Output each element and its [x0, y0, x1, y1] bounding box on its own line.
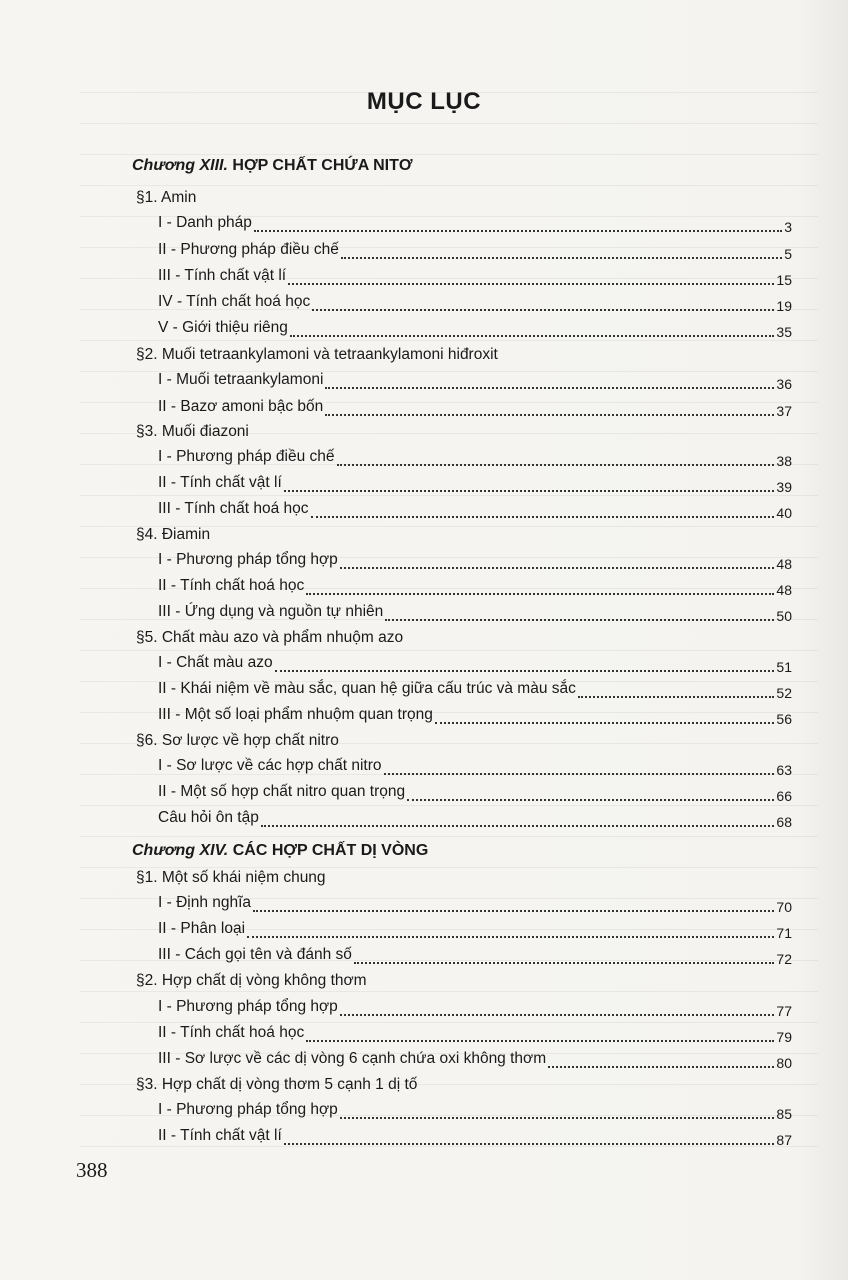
toc-section[interactable]	[0, 420, 848, 444]
toc-item[interactable]	[0, 368, 848, 392]
dot-leader	[578, 694, 775, 698]
page-ref: 50	[776, 608, 792, 624]
page-ref: 70	[776, 899, 792, 915]
toc-item[interactable]	[0, 316, 848, 340]
page-ref: 37	[776, 403, 792, 419]
toc-item[interactable]	[0, 677, 848, 701]
item-title: I - Phương pháp tổng hợp	[158, 1101, 338, 1118]
item-title: II - Tính chất hoá học	[158, 577, 305, 594]
chapter-name: CÁC HỢP CHẤT DỊ VÒNG	[232, 842, 429, 859]
page-ref: 35	[776, 324, 792, 340]
toc-item[interactable]	[0, 1098, 848, 1122]
dot-leader	[354, 960, 775, 964]
dot-leader	[288, 281, 774, 285]
dot-leader	[407, 797, 774, 801]
item-title: III - Sơ lược về các dị vòng 6 cạnh chứa oxi không thơm	[158, 1050, 547, 1067]
page-ref: 63	[776, 762, 792, 778]
toc-item[interactable]	[0, 1021, 848, 1045]
toc-item[interactable]	[0, 1124, 848, 1148]
page-ref: 40	[776, 505, 792, 521]
toc-item[interactable]	[0, 574, 848, 598]
toc-item[interactable]	[0, 703, 848, 727]
page-ref: 85	[776, 1106, 792, 1122]
page-ref: 77	[776, 1003, 792, 1019]
page-ref: 80	[776, 1055, 792, 1071]
item-title: II - Phân loại	[158, 920, 246, 937]
toc-item[interactable]	[0, 211, 848, 235]
dot-leader	[340, 565, 775, 569]
section-title: §4. Điamin	[136, 526, 211, 543]
dot-leader	[312, 307, 774, 311]
page-ref: 38	[776, 453, 792, 469]
page-ref: 15	[776, 272, 792, 288]
chapter-name: HỢP CHẤT CHỨA NITƠ	[232, 157, 413, 174]
toc-item[interactable]	[0, 471, 848, 495]
item-title: I - Định nghĩa	[158, 894, 252, 911]
chapter-label: Chương XIV.	[132, 842, 229, 859]
item-title: II - Tính chất hoá học	[158, 1024, 305, 1041]
toc-item[interactable]	[0, 891, 848, 915]
toc-section[interactable]	[0, 729, 848, 753]
page-ref: 79	[776, 1029, 792, 1045]
page-ref: 19	[776, 298, 792, 314]
page-ref: 5	[784, 246, 792, 262]
section-title: §2. Hợp chất dị vòng không thơm	[136, 972, 367, 989]
section-title: §1. Amin	[136, 189, 197, 206]
item-title: III - Tính chất vật lí	[158, 267, 287, 284]
page-ref: 3	[784, 219, 792, 235]
dot-leader	[340, 1012, 775, 1016]
section-title: §3. Hợp chất dị vòng thơm 5 cạnh 1 dị tố	[136, 1076, 418, 1093]
page-ref: 39	[776, 479, 792, 495]
page-ref: 66	[776, 788, 792, 804]
dot-leader	[311, 514, 775, 518]
toc-section[interactable]	[0, 626, 848, 650]
toc-item[interactable]	[0, 1047, 848, 1071]
item-title: IV - Tính chất hoá học	[158, 293, 311, 310]
toc-item[interactable]	[0, 754, 848, 778]
toc-item[interactable]	[0, 806, 848, 830]
toc-item[interactable]	[0, 600, 848, 624]
dot-leader	[337, 462, 775, 466]
dot-leader	[384, 771, 775, 775]
section-title: §6. Sơ lược về hợp chất nitro	[136, 732, 339, 749]
item-title: V - Giới thiệu riêng	[158, 319, 288, 336]
item-title: I - Chất màu azo	[158, 654, 273, 671]
toc-section[interactable]	[0, 1073, 848, 1097]
section-title: §3. Muối điazoni	[136, 423, 249, 440]
dot-leader	[275, 668, 775, 672]
item-title: II - Tính chất vật lí	[158, 1127, 282, 1144]
toc-item[interactable]	[0, 943, 848, 967]
section-title: §1. Một số khái niệm chung	[136, 869, 326, 886]
item-title: II - Một số hợp chất nitro quan trọng	[158, 783, 406, 800]
dot-leader	[325, 385, 774, 389]
toc-section[interactable]	[0, 186, 848, 210]
toc-section[interactable]	[0, 523, 848, 547]
dot-leader	[341, 255, 782, 259]
page-ref: 72	[776, 951, 792, 967]
toc-item[interactable]	[0, 651, 848, 675]
dot-leader	[247, 934, 774, 938]
section-title: §2. Muối tetraankylamoni và tetraankylamoni hiđroxit	[136, 346, 498, 363]
dot-leader	[306, 1038, 774, 1042]
toc-item[interactable]	[0, 395, 848, 419]
item-title: I - Phương pháp tổng hợp	[158, 551, 338, 568]
chapter-heading	[132, 838, 832, 864]
page-ref: 48	[776, 556, 792, 572]
dot-leader	[340, 1115, 775, 1119]
dot-leader	[284, 488, 775, 492]
page-ref: 36	[776, 376, 792, 392]
toc-section[interactable]	[0, 343, 848, 367]
toc-section[interactable]	[0, 866, 848, 890]
chapter-heading	[132, 153, 832, 179]
section-title: §5. Chất màu azo và phẩm nhuộm azo	[136, 629, 404, 646]
page-ref: 87	[776, 1132, 792, 1148]
page-ref: 48	[776, 582, 792, 598]
item-title: I - Phương pháp điều chế	[158, 448, 335, 465]
dot-leader	[261, 823, 775, 827]
toc-item[interactable]	[0, 497, 848, 521]
toc-item[interactable]	[0, 290, 848, 314]
chapter-label: Chương XIII.	[132, 157, 228, 174]
page-title: MỤC LỤC	[366, 88, 482, 115]
dot-leader	[254, 228, 782, 232]
toc-item[interactable]	[0, 917, 848, 941]
item-title: II - Khái niệm về màu sắc, quan hệ giữa cấu trúc và màu sắc	[158, 680, 576, 697]
page-ref: 51	[776, 659, 792, 675]
dot-leader	[284, 1141, 775, 1145]
toc-item[interactable]	[0, 445, 848, 469]
item-title: III - Một số loại phẩm nhuộm quan trọng	[158, 706, 433, 723]
page-number: 388	[76, 1158, 108, 1182]
item-title: II - Phương pháp điều chế	[158, 241, 339, 258]
item-title: I - Danh pháp	[158, 214, 252, 231]
page-ref: 56	[776, 711, 792, 727]
toc-item[interactable]	[0, 548, 848, 572]
dot-leader	[253, 908, 774, 912]
toc-section[interactable]	[0, 969, 848, 993]
dot-leader	[548, 1064, 774, 1068]
toc-item[interactable]	[0, 238, 848, 262]
dot-leader	[325, 412, 774, 416]
dot-leader	[385, 617, 774, 621]
item-title: I - Sơ lược về các hợp chất nitro	[158, 757, 382, 774]
page-ref: 68	[776, 814, 792, 830]
item-title: I - Muối tetraankylamoni	[158, 371, 324, 388]
toc-item[interactable]	[0, 780, 848, 804]
item-title: II - Tính chất vật lí	[158, 474, 282, 491]
item-title: III - Cách gọi tên và đánh số	[158, 946, 352, 963]
page-ref: 52	[776, 685, 792, 701]
item-title: III - Tính chất hoá học	[158, 500, 309, 517]
page-ref: 71	[776, 925, 792, 941]
item-title: II - Bazơ amoni bậc bốn	[158, 398, 324, 415]
dot-leader	[435, 720, 775, 724]
dot-leader	[306, 591, 774, 595]
item-title: Câu hỏi ôn tập	[158, 809, 259, 826]
dot-leader	[290, 333, 775, 337]
toc-item[interactable]	[0, 995, 848, 1019]
toc-item[interactable]	[0, 264, 848, 288]
item-title: III - Ứng dụng và nguồn tự nhiên	[158, 603, 384, 620]
item-title: I - Phương pháp tổng hợp	[158, 998, 338, 1015]
